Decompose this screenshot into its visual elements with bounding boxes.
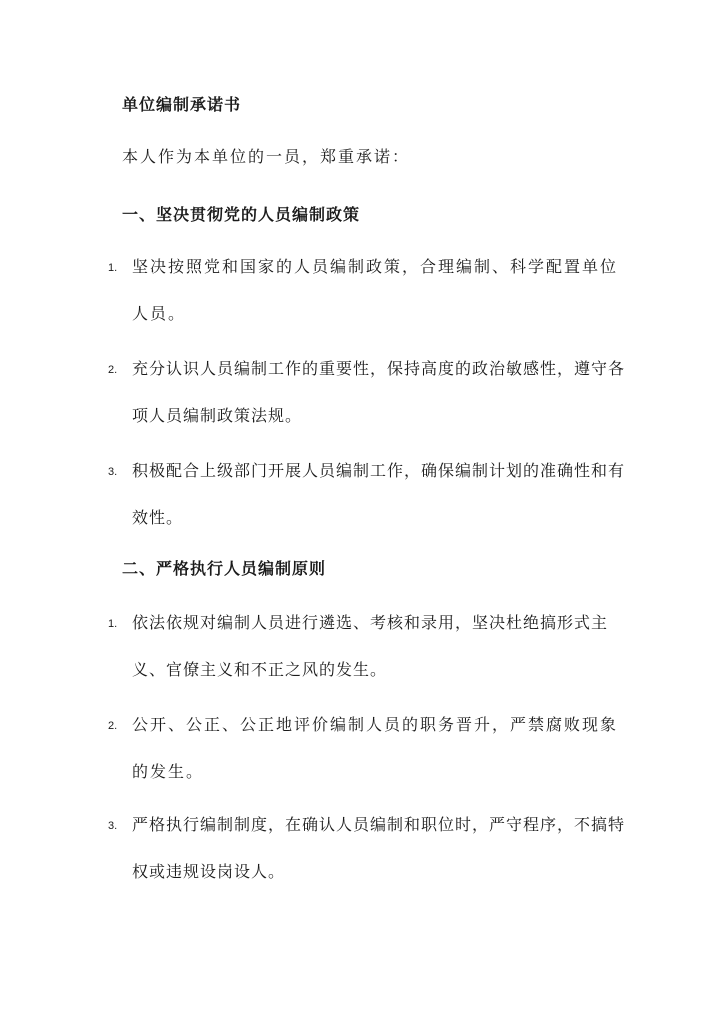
list-item-text: 公开、公正、公正地评价编制人员的职务晋升，严禁腐败现象的发生。: [132, 715, 619, 781]
list-item-text: 严格执行编制制度，在确认人员编制和职位时，严守程序，不搞特权或违规设岗设人。: [132, 815, 626, 881]
list-item-number: 2.: [108, 364, 118, 376]
document-title: 单位编制承诺书: [122, 95, 242, 114]
list-item-number: 1.: [108, 618, 118, 630]
list-item-text: 充分认识人员编制工作的重要性，保持高度的政治敏感性，遵守各项人员编制政策法规。: [132, 359, 626, 425]
list-item-number: 3.: [108, 466, 118, 478]
section-heading-2: 二、严格执行人员编制原则: [122, 559, 327, 578]
list-item-text: 依法依规对编制人员进行遴选、考核和录用，坚决杜绝搞形式主义、官僚主义和不正之风的发生。: [132, 613, 609, 679]
list-item-text: 坚决按照党和国家的人员编制政策，合理编制、科学配置单位人员。: [132, 257, 619, 323]
list-item-number: 2.: [108, 720, 118, 732]
list-item-number: 1.: [108, 262, 118, 274]
intro-paragraph: 本人作为本单位的一员，郑重承诺：: [122, 147, 411, 166]
list-item-text: 积极配合上级部门开展人员编制工作，确保编制计划的准确性和有效性。: [132, 461, 626, 527]
section-heading-1: 一、坚决贯彻党的人员编制政策: [122, 205, 361, 224]
list-item-number: 3.: [108, 820, 118, 832]
